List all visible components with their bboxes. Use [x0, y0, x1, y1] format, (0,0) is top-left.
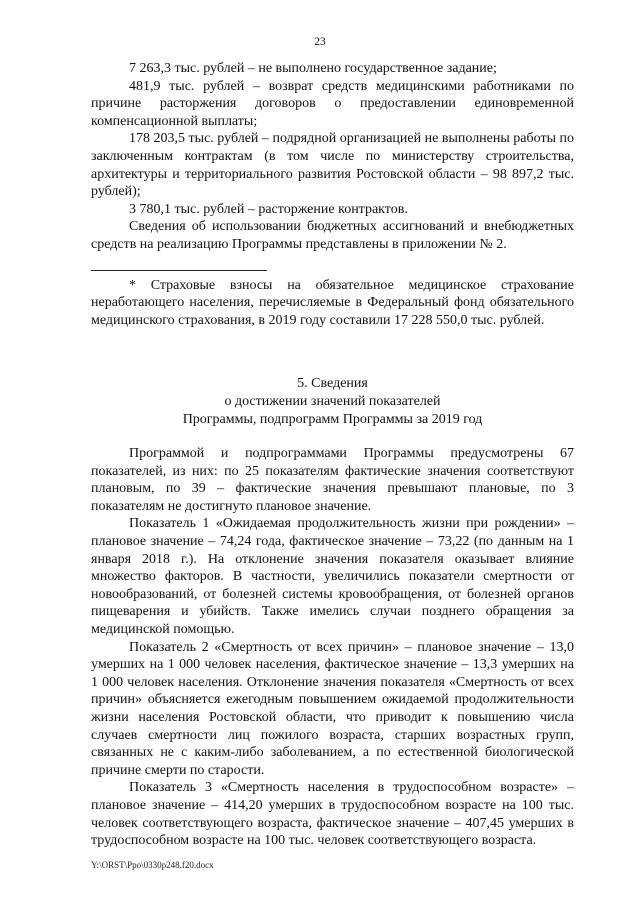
paragraph: Сведения об использовании бюджетных ассигнований и внебюджетных средств на реализацию Программы представлены в приложении № 2.	[91, 219, 574, 252]
paragraph: Показатель 2 «Смертность от всех причин» – плановое значение – 13,0 умерших на 1 000 человек населения, фактическое значение – 13,3 умерших на 1 000 человек населения. Отклонение значения показателя «Смертность от всех причин» объясняется ежегодным повышением ожидаемой продолжительности жизни населения Ростовской области, что приводит к повышению числа случаев смертности лиц пожилого возраста, старших возрастных групп, связанных не с каким-либо заболеванием, а по естественной биологической причине смерти по старости.	[91, 639, 574, 778]
document-body	[91, 60, 574, 850]
page-number: 23	[314, 36, 326, 48]
paragraph: 178 203,5 тыс. рублей – подрядной организацией не выполнены работы по заключенным контрактам (в том числе по министерству строительства, архитектуры и территориального развития Ростовской области – 98 897,2 тыс. рублей);	[91, 131, 574, 200]
paragraph: Показатель 3 «Смертность населения в трудоспособном возрасте» – плановое значение – 414,20 умерших в трудоспособном возрасте на 100 тыс. человек соответствующего возраста, фактическое значение – 407,45 умерших в трудоспособном возрасте на 100 тыс. человек соответствующего возраста.	[91, 780, 574, 849]
footnote-separator	[91, 270, 267, 271]
paragraph: 7 263,3 тыс. рублей – не выполнено государственное задание;	[129, 61, 497, 76]
footnote: * Страховые взносы на обязательное медицинское страхование неработающего населения, перечисляемые в Федеральный фонд обязательного медицинского страхования, в 2019 году составили 17 228 550,0 тыс. рублей.	[91, 277, 574, 328]
paragraph: 481,9 тыс. рублей – возврат средств медицинскими работниками по причине расторжения договоров о предоставлении единовременной компенсационной выплаты;	[91, 78, 574, 129]
paragraph: Показатель 1 «Ожидаемая продолжительность жизни при рождении» – плановое значение – 74,24 года, фактическое значение – 73,22 (по данным на 1 января 2018 г.). На отклонение значения показателя оказывает влияние множество факторов. В частности, увеличились показатели смертности от новообразований, от болезней системы кровообращения, от болезней органов пищеварения и убийств. Также имелись случаи позднего обращения за медицинской помощью.	[91, 516, 574, 638]
section-title: 5. Сведения	[297, 376, 368, 392]
section-subtitle: Программы, подпрограмм Программы за 2019 год	[182, 411, 483, 427]
paragraph: Программой и подпрограммами Программы предусмотрены 67 показателей, из них: по 25 показателям фактические значения соответствуют плановым, по 39 – фактические значения превышают плановые, по 3 показателям не достигнуто плановое значение.	[91, 446, 574, 514]
section-subtitle: о достижении значений показателей	[224, 393, 441, 409]
paragraph: 3 780,1 тыс. рублей – расторжение контрактов.	[129, 201, 408, 217]
file-path-footer: Y:\ORST\Ppo\0330p248.f20.docx	[91, 860, 214, 870]
